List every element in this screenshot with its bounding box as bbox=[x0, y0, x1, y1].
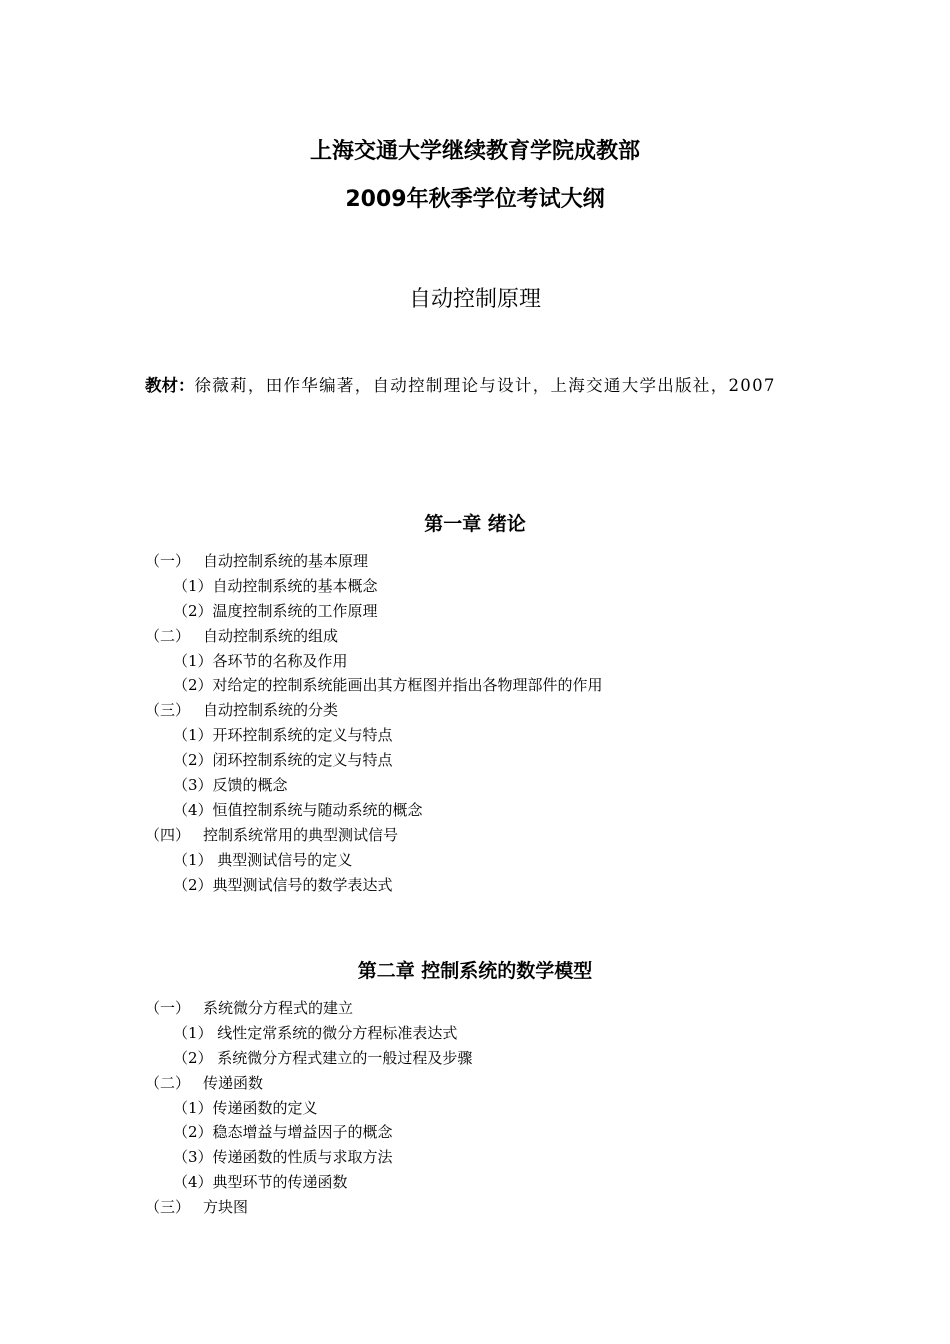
course-title: 自动控制原理 bbox=[408, 287, 541, 312]
section-title: 方块图 bbox=[203, 1198, 249, 1217]
section-number: （二） bbox=[145, 1073, 191, 1092]
list-item: （2）温度控制系统的工作原理 bbox=[173, 601, 378, 620]
exam-title: 2009年秋季学位考试大纲 bbox=[345, 187, 605, 212]
textbook-info bbox=[145, 372, 825, 400]
list-item: （1）开环控制系统的定义与特点 bbox=[173, 726, 393, 745]
list-item: （4）恒值控制系统与随动系统的概念 bbox=[173, 800, 423, 819]
chapter-heading: 第一章 绪论 bbox=[424, 513, 526, 535]
list-item: （1）自动控制系统的基本概念 bbox=[173, 576, 378, 595]
section-number: （一） bbox=[145, 552, 191, 570]
section-number: （一） bbox=[145, 999, 191, 1017]
list-item: （1）传递函数的定义 bbox=[173, 1098, 318, 1117]
section-heading bbox=[0, 698, 950, 723]
section-heading bbox=[0, 823, 950, 848]
section-number: （四） bbox=[145, 825, 191, 844]
chapter-outline bbox=[0, 549, 950, 897]
section-title: 传递函数 bbox=[203, 1073, 264, 1092]
list-item: （2）典型测试信号的数学表达式 bbox=[173, 875, 393, 894]
textbook-label: 教材： bbox=[145, 376, 195, 395]
section-number: （三） bbox=[145, 1198, 191, 1217]
list-item: （2）稳态增益与增益因子的概念 bbox=[173, 1123, 393, 1142]
section-heading bbox=[0, 549, 950, 574]
section-title: 自动控制系统的组成 bbox=[203, 626, 339, 645]
list-item: （1） 线性定常系统的微分方程标准表达式 bbox=[173, 1023, 458, 1042]
section-heading bbox=[0, 624, 950, 649]
section-heading bbox=[0, 1195, 950, 1220]
section-title: 自动控制系统的基本原理 bbox=[203, 552, 369, 570]
section-title: 自动控制系统的分类 bbox=[203, 701, 339, 720]
institution-title: 上海交通大学继续教育学院成教部 bbox=[309, 139, 640, 164]
list-item: （3）反馈的概念 bbox=[173, 776, 288, 795]
list-item: （1）各环节的名称及作用 bbox=[173, 651, 348, 670]
section-number: （三） bbox=[145, 701, 191, 720]
chapter-outline bbox=[0, 996, 950, 1220]
list-item: （4）典型环节的传递函数 bbox=[173, 1173, 348, 1192]
chapter-heading: 第二章 控制系统的数学模型 bbox=[357, 960, 593, 982]
section-title: 控制系统常用的典型测试信号 bbox=[203, 825, 399, 844]
list-item: （2）闭环控制系统的定义与特点 bbox=[173, 751, 393, 770]
list-item: （2）对给定的控制系统能画出其方框图并指出各物理部件的作用 bbox=[173, 676, 603, 695]
textbook-text: 徐薇莉，田作华编著，自动控制理论与设计，上海交通大学出版社，2007 bbox=[194, 376, 776, 395]
list-item: （3）传递函数的性质与求取方法 bbox=[173, 1148, 393, 1167]
section-number: （二） bbox=[145, 626, 191, 645]
section-heading bbox=[0, 1071, 950, 1096]
list-item: （1） 典型测试信号的定义 bbox=[173, 850, 353, 869]
section-title: 系统微分方程式的建立 bbox=[203, 999, 354, 1017]
list-item: （2） 系统微分方程式建立的一般过程及步骤 bbox=[173, 1048, 473, 1067]
section-heading bbox=[0, 996, 950, 1021]
